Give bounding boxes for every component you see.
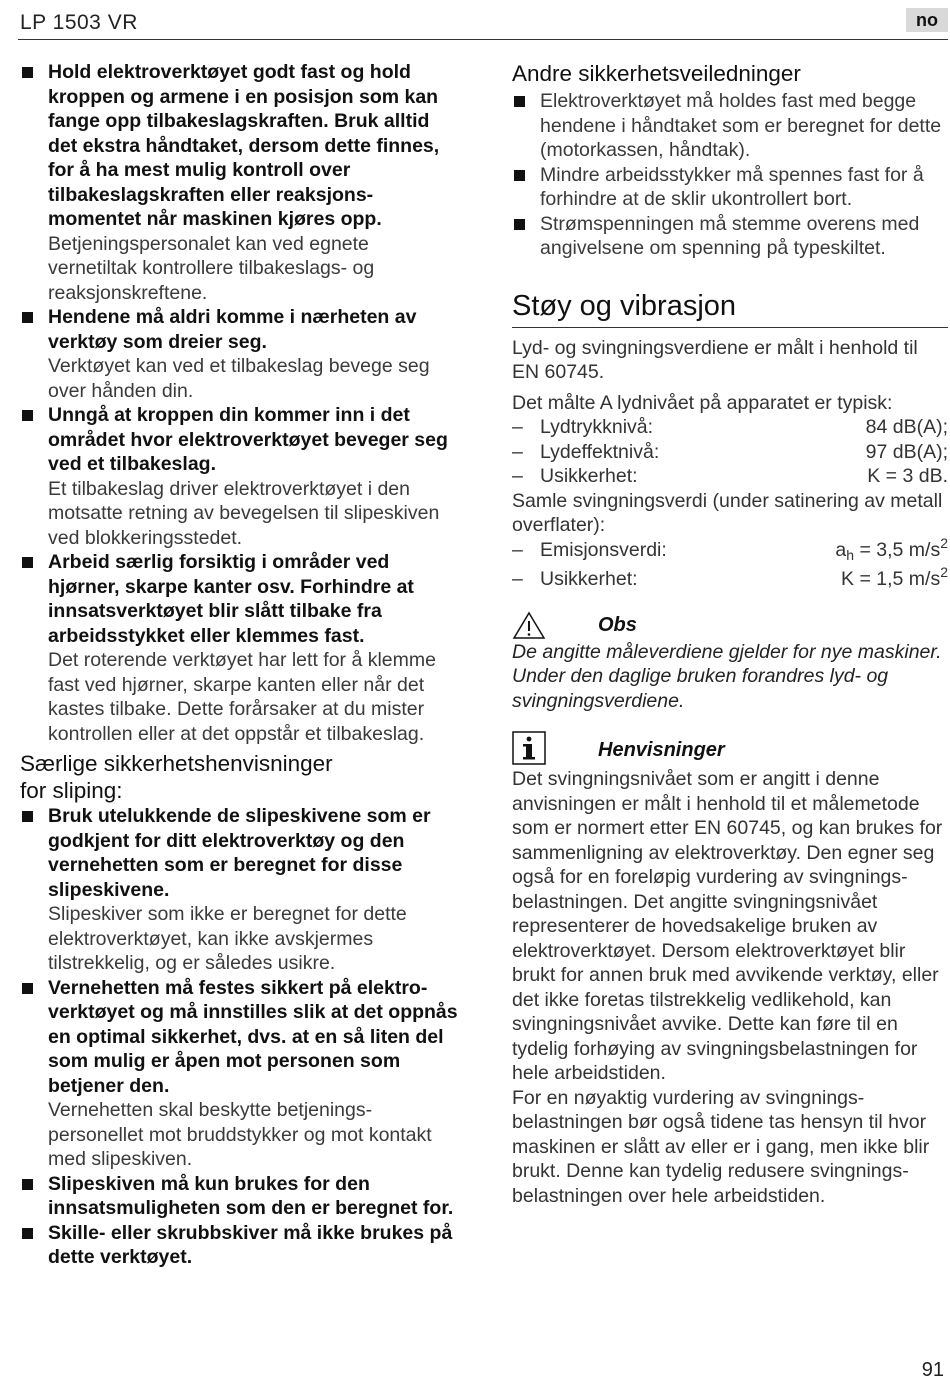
section-heading-noise: Støy og vibrasjon bbox=[512, 289, 948, 328]
vibration-intro: Samle svingningsverdi (under satinering av metall overflater): bbox=[512, 489, 943, 536]
item-text: Mindre arbeidsstykker må spennes fast for å forhindre at de sklir ukontrollert bort. bbox=[540, 163, 924, 210]
item-text: Vernehetten skal beskytte betjenings-personellet mot bruddstykker og mot kontakt med slipeskiven. bbox=[48, 1099, 432, 1170]
square-bullet-icon bbox=[22, 1179, 33, 1190]
square-bullet-icon bbox=[22, 983, 33, 994]
square-bullet-icon bbox=[22, 312, 33, 323]
list-item bbox=[512, 163, 948, 212]
list-item bbox=[20, 804, 460, 976]
item-bold-text: Hendene må aldri komme i nærheten av verktøy som dreier seg. bbox=[48, 306, 417, 353]
right-column bbox=[512, 60, 948, 1208]
vibration-row: – Usikkerhet: K = 1,5 $m/s^2$ bbox=[512, 564, 948, 590]
square-bullet-icon bbox=[22, 67, 33, 78]
vibration-row: – Emisjonsverdi: $a_h = 3,5$ $m/s^2$ bbox=[512, 534, 948, 563]
square-bullet-icon bbox=[514, 96, 525, 107]
item-text: Slipeskiver som ikke er beregnet for dette elektroverktøyet, kan ikke avskjermes tilstrekkelig, og er således usikre. bbox=[48, 903, 407, 974]
square-bullet-icon bbox=[22, 811, 33, 822]
info-paragraph: Det svingningsnivået som er angitt i denne anvisningen er målt i henhold til et målemetode som er normert etter EN 60745, og kan brukes for sammenligning av elektroverktøy. Den egner seg også for en foreløpig vurdering av svingnings-belastningen. Det angitte svingningsnivået representerer de hovedsakelige bruken av elektroverktøyet. Dersom elektroverktøyet blir brukt for annen bruk med avvikende verktøy, eller det ikke foretas tilstrekkelig vedlikehold, kan svingningsnivået avvike. Dette kan føre til en tydelig forhøying av svingningsbelastningen for hele arbeidstiden. bbox=[512, 768, 943, 1084]
page-header bbox=[18, 8, 948, 40]
noise-row: – Lydeffektnivå: 97 dB(A); bbox=[512, 440, 948, 463]
item-bold-text: Unngå at kroppen din kommer inn i det området hvor elektroverktøyet beveger seg ved et tilbakeslag. bbox=[48, 404, 448, 475]
left-column bbox=[20, 60, 460, 1270]
list-item bbox=[20, 1172, 460, 1221]
noise-row: – Lydtrykknivå: 84 dB(A); bbox=[512, 416, 948, 438]
noise-row: – Usikkerhet: K = 3 dB. bbox=[512, 465, 948, 487]
item-bold-text: Skille- eller skrubbskiver må ikke brukes på dette verktøyet. bbox=[48, 1221, 453, 1268]
item-bold-text: Vernehetten må festes sikkert på elektro-verktøyet og må innstilles slik at det oppnås en optimal sikkerhet, dvs. at en så liten del som mulig er åpen mot personen som betjener den. bbox=[48, 976, 458, 1097]
item-text: Elektroverktøyet må holdes fast med begge hendene i håndtaket som er beregnet for dette (motorkassen, håndtak). bbox=[540, 90, 942, 161]
item-text: Det roterende verktøyet har lett for å klemme fast ved hjørner, skarpe kanten eller når det kastes tilbake. Dette forårsaker at du mister kontrollen eller at det oppstår et tilbakeslag. bbox=[48, 649, 436, 745]
list-item bbox=[20, 976, 460, 1172]
list-item bbox=[20, 305, 460, 403]
list-item bbox=[20, 1221, 460, 1270]
noise-intro: Lyd- og svingningsverdiene er målt i henhold til EN 60745. bbox=[512, 336, 918, 383]
square-bullet-icon bbox=[22, 410, 33, 421]
info-paragraph: For en nøyaktig vurdering av svingnings-belastningen bør også tidene tas hensyn til hvor maskinen er slått av eller er i gang, men ikke blir brukt. Denne kan tydelig redusere svingnings-belastningen over hele arbeidstiden. bbox=[512, 1086, 930, 1207]
item-text: Betjeningspersonalet kan ved egnete vernetiltak kontrollere tilbakeslags- og reaksjonskreftene. bbox=[48, 232, 375, 304]
language-badge: no bbox=[906, 8, 948, 32]
info-title: Henvisninger bbox=[598, 739, 725, 761]
model-name: LP 1503 VR bbox=[20, 11, 138, 34]
item-bold-text: Hold elektroverktøyet godt fast og hold kroppen og armene i en posisjon som kan fange opp tilbakeslagskraften. Bruk alltid det ekstra håndtaket, dersom dette finnes, for å ha mest mulig kontroll over tilbakeslagskraften eller reaksjons-momentet når maskinen kjøres opp. bbox=[48, 61, 440, 230]
info-icon bbox=[512, 731, 546, 770]
square-bullet-icon bbox=[514, 219, 525, 230]
list-item bbox=[20, 403, 460, 550]
list-item bbox=[20, 60, 460, 305]
obs-title: Obs bbox=[598, 613, 637, 636]
item-bold-text: Slipeskiven må kun brukes for den innsatsmuligheten som den er beregnet for. bbox=[48, 1172, 454, 1219]
list-item bbox=[20, 550, 460, 746]
square-bullet-icon bbox=[22, 557, 33, 568]
warning-triangle-icon bbox=[512, 610, 546, 645]
page-number: 91 bbox=[921, 1359, 944, 1381]
list-item bbox=[512, 89, 948, 163]
item-text: Strømspenningen må stemme overens med angivelsene om spenning på typeskiltet. bbox=[540, 212, 920, 259]
noise-typical: Det målte A lydnivået på apparatet er typisk: bbox=[512, 391, 893, 414]
item-text: Verktøyet kan ved et tilbakeslag bevege seg over hånden din. bbox=[48, 355, 430, 402]
square-bullet-icon bbox=[22, 1228, 33, 1239]
section-heading-other-safety: Andre sikkerhetsveiledninger bbox=[512, 61, 801, 86]
obs-text: De angitte måleverdiene gjelder for nye maskiner. Under den daglige bruken forandres lyd- og svingningsverdiene. bbox=[512, 640, 942, 712]
item-text: Et tilbakeslag driver elektroverktøyet i den motsatte retning av bevegelsen til slipeskiven ved blokkeringsstedet. bbox=[48, 477, 440, 549]
square-bullet-icon bbox=[514, 170, 525, 181]
item-bold-text: Bruk utelukkende de slipeskivene som er godkjent for ditt elektroverktøy og den vernehetten som er beregnet for disse slipeskivene. bbox=[48, 805, 431, 901]
info-note-header bbox=[512, 731, 948, 767]
section-heading-sliping: Særlige sikkerhetshenvisninger for sliping: bbox=[20, 751, 333, 803]
list-item bbox=[512, 212, 948, 261]
obs-note-header bbox=[512, 610, 948, 640]
item-bold-text: Arbeid særlig forsiktig i områder ved hjørner, skarpe kanter osv. Forhindre at innsatsverktøyet blir slått tilbake fra arbeidsstykket eller klemmes fast. bbox=[48, 551, 414, 647]
